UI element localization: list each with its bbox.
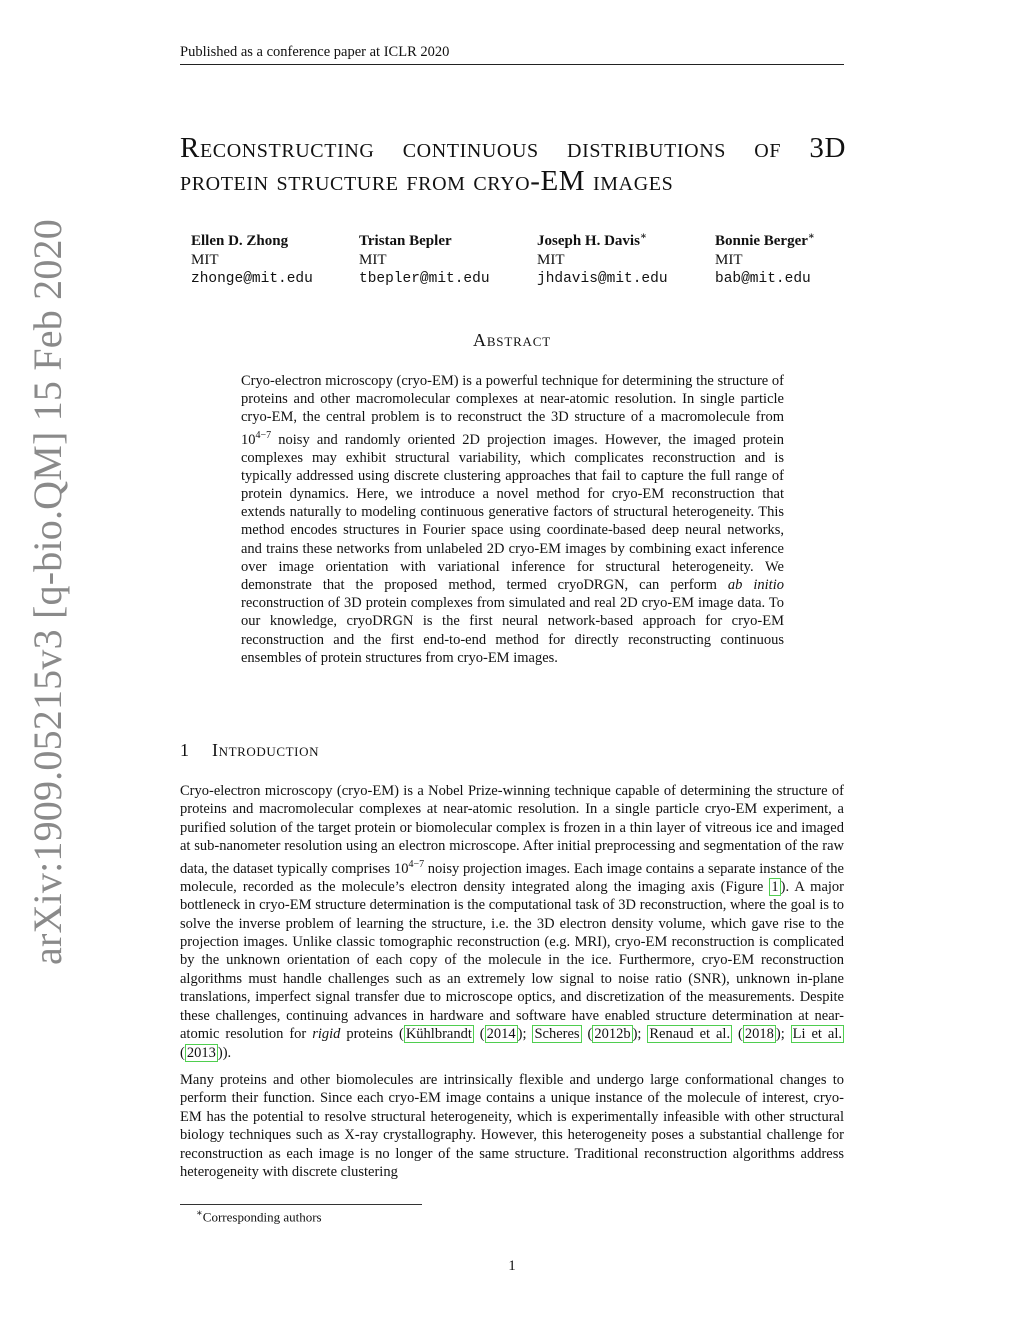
author-email[interactable]: zhonge@mit.edu bbox=[191, 271, 313, 287]
author-name: Ellen D. Zhong bbox=[191, 233, 289, 249]
author-affiliation: MIT bbox=[191, 252, 219, 268]
citation-link[interactable]: 2014 bbox=[486, 1026, 516, 1043]
citation-link[interactable]: Renaud et al. bbox=[649, 1026, 731, 1043]
citation-link[interactable]: Kühlbrandt bbox=[405, 1026, 472, 1043]
footnote: ∗Corresponding authors bbox=[196, 1208, 322, 1225]
author bbox=[537, 227, 737, 289]
author-name: Joseph H. Davis∗ bbox=[537, 231, 647, 249]
citation-link[interactable]: Li et al. bbox=[792, 1026, 842, 1043]
citation-link[interactable]: 2012b bbox=[594, 1026, 631, 1043]
author-name: Tristan Bepler bbox=[359, 233, 452, 249]
abstract-text: Cryo-electron microscopy (cryo-EM) is a powerful technique for determining the structure of proteins and other macromolecular complexes at near-atomic resolution. In single particle cryo-EM, the central problem is to reconstruct the 3D structure of a macromolecule from $10^{4-7}$ noisy and randomly oriented 2D projection images. However, the imaged protein complexes may exhibit structural variability, which complicates reconstruction and is typically addressed using discrete clustering approaches that fail to capture the full range of protein dynamics. Here, we introduce a novel method for cryo-EM reconstruction that extends naturally to modeling continuous generative factors of structural heterogeneity. This method encodes structures in Fourier space using coordinate-based deep neural networks, and trains these networks from unlabeled 2D cryo-EM images by combining exact inference over image orientation with variational inference for structural heterogeneity. We demonstrate that the proposed method, termed cryoDRGN, can perform ab initio reconstruction of 3D protein complexes from simulated and real 2D cryo-EM image data. To our knowledge, cryoDRGN is the first neural network-based approach for cryo-EM reconstruction and the first end-to-end method for directly reconstructing continuous ensembles of protein structures from cryo-EM images. bbox=[241, 373, 784, 666]
paragraph: Cryo-electron microscopy (cryo-EM) is a Nobel Prize-winning technique capable of determining the structure of proteins and macromolecular complexes at near-atomic resolution. In a single particle cryo-EM experiment, a purified solution of the target protein or biomolecular complex is frozen in a thin layer of vitreous ice and imaged at sub-nanometer resolution using an electron microscope. After initial preprocessing and segmentation of the raw data, the dataset typically comprises $10^{4-7}$ noisy projection images. Each image contains a separate instance of the molecule, recorded as the molecule’s electron density integrated along the imaging axis (Figure 1 ). A major bottleneck in cryo-EM structure determination is the computational task of 3D reconstruction, where the goal is to solve the inverse problem of learning the structure, i.e. the 3D electron density volume, which gave rise to the projection images. Unlike classic tomographic reconstruction (e.g. MRI), cryo-EM reconstruction is complicated by the unknown orientation of each copy of the molecule in the ice. Furthermore, cryo-EM reconstruction algorithms must handle challenges such as an extremely low signal to noise ratio (SNR), unknown in-plane translations, imperfect signal transfer due to microscope optics, and discretization of the measurements. Despite these challenges, continuing advances in hardware and software have enabled structure determination at near-atomic resolution for rigid proteins ( Kühlbrandt ( 2014 ); Scheres ( 2012b ); Renaud et al. ( 2018 ); Li et al. ( 2013 )). bbox=[180, 783, 844, 1061]
author-email[interactable]: jhdavis@mit.edu bbox=[537, 271, 668, 287]
intro-body bbox=[180, 782, 844, 1190]
author-email[interactable]: tbepler@mit.edu bbox=[359, 271, 490, 287]
author-name: Bonnie Berger∗ bbox=[715, 231, 815, 249]
author-affiliation: MIT bbox=[537, 252, 565, 268]
paper-title: Reconstructing continuous distributions of 3D protein structure from cryo-EM images bbox=[180, 132, 846, 197]
running-header: Published as a conference paper at ICLR 2020 bbox=[180, 44, 844, 65]
author-email[interactable]: bab@mit.edu bbox=[715, 271, 811, 287]
section-title: Introduction bbox=[212, 740, 320, 760]
author-affiliation: MIT bbox=[715, 252, 743, 268]
citation-link[interactable]: Scheres bbox=[534, 1026, 580, 1043]
abstract-heading: Abstract bbox=[473, 330, 551, 350]
arxiv-stamp: arXiv:1909.05215v3 [q-bio.QM] 15 Feb 2020 bbox=[25, 219, 70, 965]
section-heading bbox=[180, 740, 319, 761]
section-number: 1 bbox=[180, 740, 190, 760]
paragraph: Many proteins and other biomolecules are intrinsically flexible and undergo large conformational changes to perform their function. Since each cryo-EM image contains a unique instance of the molecule of interest, cryo-EM has the potential to resolve structural heterogeneity, which is experimentally infeasible with other structural biology techniques such as X-ray crystallography. However, this heterogeneity poses a substantial challenge for reconstruction as each image is no longer of the same structure. Traditional reconstruction algorithms address heterogeneity with discrete clustering bbox=[180, 1071, 844, 1180]
author bbox=[715, 227, 915, 289]
author-affiliation: MIT bbox=[359, 252, 387, 268]
page-number: 1 bbox=[508, 1258, 516, 1274]
figure-ref-link[interactable]: 1 bbox=[771, 878, 779, 895]
citation-link[interactable]: 2018 bbox=[744, 1026, 774, 1043]
footnote-divider bbox=[180, 1204, 422, 1205]
author bbox=[359, 227, 559, 289]
citation-link[interactable]: 2013 bbox=[186, 1044, 216, 1061]
